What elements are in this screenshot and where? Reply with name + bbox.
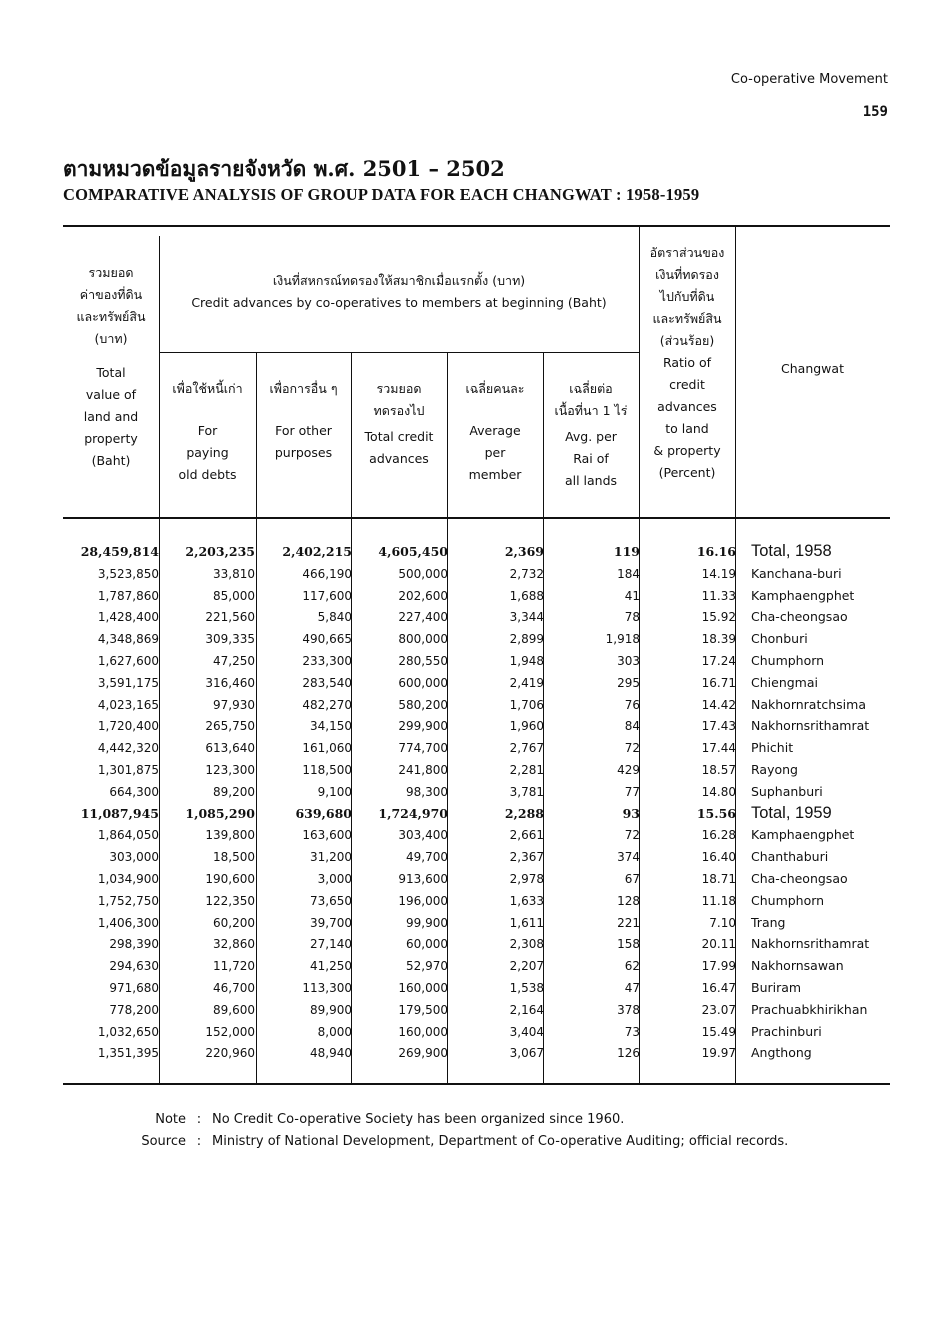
cell-rai: 378	[617, 1002, 640, 1017]
cell-avg: 1,633	[509, 893, 544, 908]
table-row	[63, 715, 890, 737]
cell-avg: 1,960	[509, 719, 544, 734]
cell-other: 9,100	[317, 784, 352, 799]
cell-other: 73,650	[310, 893, 352, 908]
cell-other: 283,540	[302, 675, 352, 690]
cell-credit: 202,600	[398, 588, 448, 603]
cell-credit: 227,400	[398, 610, 448, 625]
cell-credit: 4,605,450	[378, 544, 448, 559]
cell-other: 118,500	[302, 763, 352, 777]
cell-ratio: 15.49	[701, 1024, 736, 1039]
table-row	[63, 781, 890, 803]
cell-changwat: Buriram	[751, 980, 802, 995]
cell-other: 466,190	[302, 566, 352, 581]
table-bottom-rule	[63, 1083, 890, 1085]
source-text: Ministry of National Development, Department of Co-operative Auditing; official records.	[212, 1134, 789, 1149]
cell-changwat: Prachuabkhirikhan	[751, 1001, 868, 1017]
cell-credit: 49,700	[406, 850, 448, 865]
cell-ratio: 15.56	[696, 805, 736, 821]
cell-other: 113,300	[302, 981, 352, 995]
cell-ratio: 7.10	[709, 915, 736, 930]
cell-ratio: 16.40	[701, 850, 736, 865]
cell-changwat: Trang	[751, 914, 786, 930]
source-separator: :	[196, 1134, 202, 1149]
cell-total: 778,200	[109, 1002, 159, 1017]
cell-other: 490,665	[302, 632, 352, 647]
table-top-rule	[63, 225, 890, 227]
cell-avg: 1,611	[509, 915, 544, 930]
cell-rai: 73	[624, 1024, 640, 1039]
table-row	[63, 541, 890, 563]
cell-avg: 2,367	[509, 850, 544, 865]
cell-avg: 2,164	[509, 1002, 544, 1017]
table-row	[63, 737, 890, 759]
cell-other: 639,680	[295, 805, 352, 821]
cell-total: 294,630	[109, 959, 159, 974]
cell-changwat: Nakhornsawan	[751, 958, 844, 974]
cell-debts: 46,700	[213, 981, 255, 995]
table-row	[63, 999, 890, 1021]
cell-rai: 429	[617, 763, 640, 777]
cell-other: 163,600	[302, 828, 352, 843]
cell-changwat: Kamphaengphet	[751, 587, 855, 603]
cell-avg: 3,344	[509, 610, 544, 625]
cell-credit: 600,000	[398, 675, 448, 690]
cell-changwat: Nakhornratchsima	[751, 696, 866, 712]
header-bottom-rule	[63, 517, 890, 519]
title-thai: ตามหมวดข้อมูลรายจังหวัด พ.ศ. 2501 – 2502	[63, 156, 505, 181]
cell-total: 1,864,050	[97, 828, 159, 843]
cell-avg: 2,207	[509, 959, 544, 974]
cell-debts: 139,800	[205, 828, 255, 843]
cell-changwat: Chonburi	[751, 631, 808, 647]
cell-rai: 1,918	[605, 632, 640, 647]
title-english: COMPARATIVE ANALYSIS OF GROUP DATA FOR EACH CHANGWAT : 1958-1959	[63, 185, 700, 204]
cell-debts: 89,600	[213, 1002, 255, 1017]
table-row	[63, 933, 890, 955]
cell-other: 5,840	[317, 610, 352, 625]
cell-other: 34,150	[310, 719, 352, 734]
cell-credit: 99,900	[406, 915, 448, 930]
table-row	[63, 955, 890, 977]
cell-total: 971,680	[109, 981, 159, 995]
cell-changwat: Total, 1959	[751, 803, 832, 822]
cell-credit: 1,724,970	[378, 805, 448, 821]
cell-debts: 190,600	[205, 872, 255, 886]
cell-ratio: 17.24	[701, 654, 736, 668]
cell-total: 1,787,860	[97, 588, 159, 603]
table-row	[63, 672, 890, 694]
cell-total: 298,390	[109, 937, 159, 952]
cell-total: 1,406,300	[97, 915, 159, 930]
table-row	[63, 759, 890, 781]
header-total-value: รวมยอด ค่าของที่ดิน และทรัพย์สิน (บาท) Total value of land and property (Baht)	[76, 265, 146, 468]
cell-other: 233,300	[302, 654, 352, 668]
cell-avg: 1,706	[509, 697, 544, 712]
cell-other: 31,200	[310, 850, 352, 865]
cell-total: 664,300	[109, 784, 159, 799]
cell-debts: 85,000	[213, 588, 255, 603]
cell-rai: 72	[624, 828, 640, 843]
cell-credit: 179,500	[398, 1002, 448, 1017]
cell-total: 4,348,869	[97, 632, 159, 647]
table-row	[63, 650, 890, 672]
cell-other: 89,900	[310, 1002, 352, 1017]
cell-ratio: 19.97	[701, 1046, 736, 1061]
cell-credit: 280,550	[398, 654, 448, 668]
table-row	[63, 1021, 890, 1043]
cell-debts: 309,335	[205, 632, 255, 647]
cell-changwat: Nakhornsrithamrat	[751, 936, 870, 952]
cell-ratio: 18.71	[701, 872, 736, 886]
cell-changwat: Chumphorn	[751, 653, 825, 668]
header-credit-group: เงินที่สหกรณ์ทดรองให้สมาชิกเมื่อแรกตั้ง (บาท) Credit advances by co-operatives to members at beginning (Baht)	[191, 273, 607, 310]
table-row	[63, 628, 890, 650]
table-row	[63, 585, 890, 607]
cell-ratio: 15.92	[701, 610, 736, 625]
cell-rai: 62	[624, 959, 640, 974]
cell-ratio: 18.39	[701, 632, 736, 647]
cell-other: 3,000	[317, 872, 352, 886]
cell-credit: 913,600	[398, 872, 448, 886]
header-per-rai: เฉลี่ยต่อ เนื้อที่นา 1 ไร่ Avg. per Rai of all lands	[554, 381, 628, 488]
table-row	[63, 846, 890, 868]
cell-rai: 78	[624, 610, 640, 625]
cell-rai: 67	[624, 872, 640, 886]
cell-ratio: 16.71	[701, 675, 736, 690]
cell-debts: 97,930	[213, 697, 255, 712]
cell-other: 27,140	[310, 937, 352, 952]
cell-debts: 11,720	[213, 959, 255, 974]
header-average: เฉลี่ยคนละ Average per member	[465, 381, 525, 482]
cell-other: 48,940	[310, 1046, 352, 1061]
note-line	[138, 1109, 624, 1130]
header-ratio: อัตราส่วนของ เงินที่ทดรอง ไปกับที่ดิน และทรัพย์สิน (ส่วนร้อย) Ratio of credit advances to land & property (Percent)	[649, 245, 725, 480]
cell-changwat: Suphanburi	[751, 783, 823, 799]
cell-other: 39,700	[310, 915, 352, 930]
cell-total: 4,442,320	[97, 741, 159, 756]
header-other-purposes: เพื่อการอื่น ๆ For other purposes	[269, 381, 338, 460]
cell-avg: 2,288	[504, 805, 544, 821]
cell-debts: 123,300	[205, 763, 255, 777]
cell-rai: 303	[617, 654, 640, 668]
table-row	[63, 563, 890, 585]
subheader-rule	[159, 352, 639, 353]
cell-avg: 1,538	[509, 981, 544, 995]
cell-credit: 52,970	[406, 959, 448, 974]
cell-credit: 160,000	[398, 981, 448, 995]
cell-credit: 800,000	[398, 632, 448, 647]
cell-total: 1,034,900	[97, 872, 159, 886]
cell-ratio: 23.07	[701, 1002, 736, 1017]
cell-total: 28,459,814	[80, 544, 159, 559]
cell-rai: 84	[624, 719, 640, 734]
note-text: No Credit Co-operative Society has been organized since 1960.	[212, 1112, 625, 1127]
cell-total: 1,627,600	[97, 654, 159, 668]
cell-changwat: Prachinburi	[751, 1023, 822, 1039]
cell-rai: 221	[617, 915, 640, 930]
cell-rai: 93	[622, 805, 640, 821]
cell-changwat: Chumphorn	[751, 892, 825, 908]
cell-changwat: Rayong	[751, 762, 798, 777]
cell-debts: 613,640	[205, 741, 255, 756]
cell-avg: 3,404	[509, 1024, 544, 1039]
cell-total: 1,032,650	[97, 1024, 159, 1039]
table-row	[63, 803, 890, 825]
note-label: Note	[155, 1112, 186, 1127]
cell-other: 2,402,215	[282, 544, 352, 559]
cell-avg: 2,281	[509, 763, 544, 777]
cell-avg: 2,308	[509, 937, 544, 952]
cell-rai: 76	[624, 697, 640, 712]
cell-debts: 265,750	[205, 719, 255, 734]
table-row	[63, 868, 890, 890]
cell-rai: 184	[617, 566, 640, 581]
cell-credit: 303,400	[398, 828, 448, 843]
cell-total: 3,591,175	[97, 675, 159, 690]
cell-rai: 374	[617, 850, 640, 865]
cell-avg: 3,067	[509, 1046, 544, 1061]
cell-ratio: 11.33	[701, 588, 736, 603]
source-label: Source	[141, 1134, 186, 1149]
cell-total: 1,752,750	[97, 893, 159, 908]
note-separator: :	[196, 1112, 202, 1127]
header-total-credit: รวมยอด ทดรองไป Total credit advances	[364, 381, 434, 466]
cell-avg: 3,781	[509, 784, 544, 799]
cell-debts: 1,085,290	[185, 805, 255, 821]
cell-avg: 1,948	[509, 654, 544, 668]
cell-changwat: Phichit	[751, 740, 794, 756]
cell-ratio: 17.99	[701, 959, 736, 974]
cell-debts: 18,500	[213, 850, 255, 865]
cell-avg: 2,661	[509, 828, 544, 843]
cell-credit: 196,000	[398, 893, 448, 908]
cell-rai: 119	[613, 544, 640, 559]
cell-rai: 295	[617, 675, 640, 690]
cell-rai: 41	[624, 588, 640, 603]
cell-other: 8,000	[317, 1024, 352, 1039]
cell-debts: 60,200	[213, 915, 255, 930]
cell-ratio: 11.18	[701, 893, 736, 908]
cell-debts: 221,560	[205, 610, 255, 625]
cell-changwat: Kamphaengphet	[751, 827, 855, 843]
table-row	[63, 890, 890, 912]
cell-rai: 47	[624, 981, 640, 995]
cell-ratio: 14.19	[701, 566, 736, 581]
cell-ratio: 16.16	[696, 544, 736, 559]
cell-debts: 33,810	[213, 566, 255, 581]
cell-total: 1,720,400	[97, 719, 159, 734]
cell-debts: 122,350	[205, 893, 255, 908]
cell-changwat: Cha-cheongsao	[751, 871, 848, 886]
cell-total: 11,087,945	[80, 805, 159, 821]
cell-avg: 2,899	[509, 632, 544, 647]
cell-changwat: Chiengmai	[751, 674, 818, 690]
cell-debts: 2,203,235	[185, 544, 255, 559]
cell-credit: 60,000	[406, 937, 448, 952]
cell-rai: 126	[617, 1046, 640, 1061]
cell-avg: 1,688	[509, 588, 544, 603]
cell-changwat: Nakhornsrithamrat	[751, 718, 870, 734]
page-number: 159	[862, 104, 888, 120]
cell-total: 1,301,875	[97, 763, 159, 777]
cell-debts: 152,000	[205, 1024, 255, 1039]
cell-total: 3,523,850	[97, 566, 159, 581]
cell-debts: 316,460	[205, 675, 255, 690]
table-row	[63, 977, 890, 999]
cell-ratio: 18.57	[701, 763, 736, 777]
cell-avg: 2,767	[509, 741, 544, 756]
source-line	[138, 1131, 788, 1152]
cell-ratio: 14.80	[701, 784, 736, 799]
cell-debts: 32,860	[213, 937, 255, 952]
cell-ratio: 16.28	[701, 828, 736, 843]
cell-avg: 2,419	[509, 675, 544, 690]
table-row	[63, 606, 890, 628]
cell-rai: 158	[617, 937, 640, 952]
cell-other: 41,250	[310, 959, 352, 974]
cell-avg: 2,369	[504, 544, 544, 559]
cell-changwat: Total, 1958	[751, 542, 832, 560]
cell-other: 117,600	[302, 588, 352, 603]
cell-debts: 47,250	[213, 654, 255, 668]
cell-ratio: 16.47	[701, 981, 736, 995]
cell-changwat: Chanthaburi	[751, 849, 829, 865]
cell-total: 1,351,395	[97, 1046, 159, 1061]
table-row	[63, 1042, 890, 1064]
cell-rai: 128	[617, 893, 640, 908]
cell-credit: 500,000	[398, 566, 448, 581]
cell-changwat: Angthong	[751, 1045, 812, 1061]
header-changwat: Changwat	[781, 361, 844, 376]
header-old-debts: เพื่อใช้หนี้เก่า For paying old debts	[172, 381, 243, 482]
cell-total: 1,428,400	[97, 610, 159, 625]
cell-rai: 77	[624, 784, 640, 799]
cell-credit: 580,200	[398, 697, 448, 712]
cell-ratio: 14.42	[701, 697, 736, 712]
cell-credit: 299,900	[398, 719, 448, 734]
cell-changwat: Cha-cheongsao	[751, 609, 848, 625]
running-head: Co-operative Movement	[730, 72, 888, 87]
table-row	[63, 694, 890, 716]
cell-avg: 2,978	[509, 872, 544, 886]
cell-avg: 2,732	[509, 566, 544, 581]
cell-debts: 220,960	[205, 1046, 255, 1061]
cell-ratio: 17.43	[701, 719, 736, 734]
cell-credit: 774,700	[398, 741, 448, 756]
cell-other: 161,060	[302, 741, 352, 756]
cell-credit: 160,000	[398, 1024, 448, 1039]
cell-ratio: 17.44	[701, 741, 736, 756]
cell-rai: 72	[624, 741, 640, 756]
table-row	[63, 912, 890, 934]
cell-credit: 98,300	[406, 784, 448, 799]
cell-changwat: Kanchana-buri	[751, 565, 842, 581]
table-row	[63, 824, 890, 846]
cell-debts: 89,200	[213, 784, 255, 799]
cell-ratio: 20.11	[701, 937, 736, 952]
cell-credit: 241,800	[398, 763, 448, 777]
cell-total: 303,000	[109, 850, 159, 865]
cell-other: 482,270	[302, 697, 352, 712]
cell-total: 4,023,165	[97, 697, 159, 712]
cell-credit: 269,900	[398, 1046, 448, 1061]
